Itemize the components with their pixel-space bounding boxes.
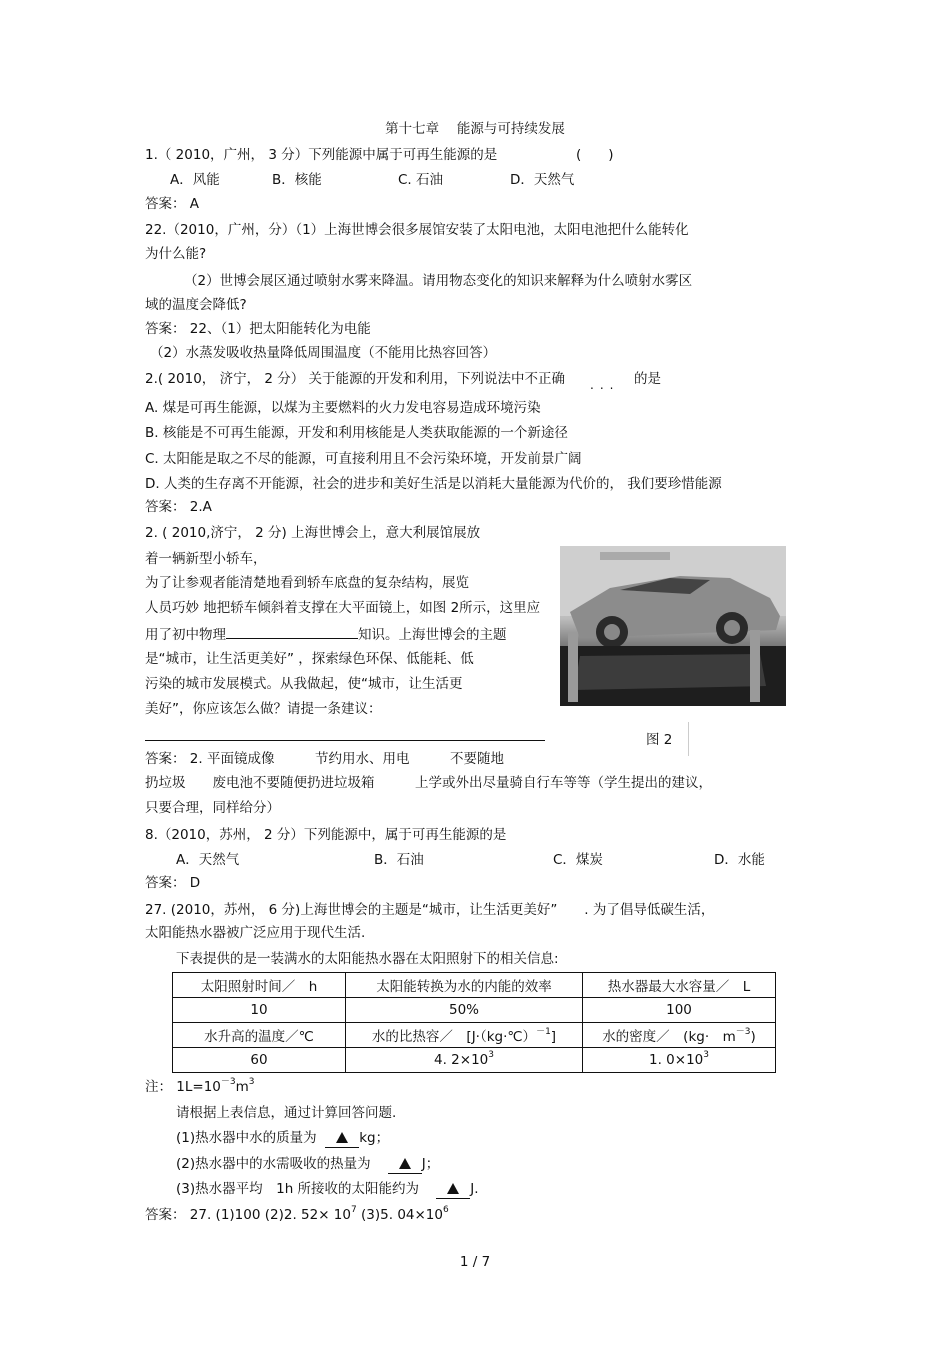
part-text: (1)热水器中水的质量为 bbox=[176, 1130, 317, 1146]
triangle-icon bbox=[399, 1158, 411, 1169]
table-row bbox=[173, 1048, 776, 1073]
q8-option-b: B．石油 bbox=[374, 852, 424, 868]
table-cell bbox=[346, 1048, 583, 1073]
answer-blank[interactable] bbox=[388, 1155, 422, 1174]
part-unit: kg； bbox=[359, 1130, 390, 1146]
q2b-line2: 着一辆新型小轿车， bbox=[145, 551, 267, 567]
part-text: (2)热水器中的水需吸收的热量为 bbox=[176, 1156, 371, 1172]
page-title: 第十七章 能源与可持续发展 bbox=[385, 121, 565, 137]
figure-caption: 图 2 bbox=[646, 732, 673, 748]
q2b-line5 bbox=[145, 624, 507, 644]
cell-exponent: －1 bbox=[536, 1027, 551, 1037]
q2b-line4: 人员巧妙 地把轿车倾斜着支撑在大平面镜上，如图 2所示，这里应 bbox=[145, 600, 541, 616]
q1-stem: 1.（ 2010，广州， 3 分）下列能源中属于可再生能源的是 bbox=[145, 147, 498, 163]
table-cell: 10 bbox=[173, 998, 346, 1023]
q1-option-b: B．核能 bbox=[272, 172, 322, 188]
triangle-icon bbox=[336, 1132, 348, 1143]
table-cell: 100 bbox=[583, 998, 776, 1023]
emphasis-dots: ... bbox=[590, 378, 620, 392]
q2b-answer1: 答案： 2. 平面镜成像 节约用水、用电 不要随地 bbox=[145, 751, 504, 767]
table-cell bbox=[346, 1023, 583, 1048]
q2a-option-b: B. 核能是不可再生能源，开发和利用核能是人类获取能源的一个新途径 bbox=[145, 425, 568, 441]
table-row bbox=[173, 1023, 776, 1048]
cell-text: 1. 0×10 bbox=[649, 1052, 704, 1068]
answer-blank[interactable] bbox=[436, 1180, 470, 1199]
q27-line4: 请根据上表信息，通过计算回答问题. bbox=[176, 1105, 397, 1121]
table-cell bbox=[583, 1023, 776, 1048]
triangle-icon bbox=[447, 1183, 459, 1194]
table-cell: 热水器最大水容量／ L bbox=[583, 973, 776, 998]
q22-answer1: 答案： 22、（1）把太阳能转化为电能 bbox=[145, 321, 371, 337]
answer-exponent: 7 bbox=[351, 1205, 357, 1215]
q1-option-c: C. 石油 bbox=[398, 172, 444, 188]
cell-text: 水的密度／ (kg· m bbox=[602, 1029, 736, 1045]
car-photo bbox=[560, 546, 786, 706]
q2a-option-a: A. 煤是可再生能源，以煤为主要燃料的火力发电容易造成环境污染 bbox=[145, 400, 541, 416]
q2a-stem-end: 的是 bbox=[634, 371, 661, 387]
q8-answer: 答案： D bbox=[145, 875, 201, 891]
q1-option-a: A．风能 bbox=[170, 172, 220, 188]
q2b-line7: 污染的城市发展模式。从我做起，使“城市，让生活更 bbox=[145, 676, 463, 692]
note-exponent: －3 bbox=[220, 1077, 236, 1087]
part-unit: J； bbox=[421, 1156, 440, 1172]
q22-line4: 域的温度会降低? bbox=[145, 297, 247, 313]
table-cell: 太阳照射时间／ h bbox=[173, 973, 346, 998]
cell-text: ) bbox=[750, 1029, 756, 1045]
answer-exponent: 6 bbox=[443, 1205, 449, 1215]
cell-text: ] bbox=[550, 1029, 557, 1045]
q27-line1: 27. (2010，苏州， 6 分)上海世博会的主题是“城市，让生活更美好” . 为了倡导低碳生活， bbox=[145, 902, 715, 918]
note-text: m bbox=[235, 1079, 249, 1095]
q8-option-a: A．天然气 bbox=[176, 852, 240, 868]
table-cell bbox=[583, 1048, 776, 1073]
q22-line2: 为什么能? bbox=[145, 246, 207, 262]
table-row bbox=[173, 998, 776, 1023]
divider bbox=[688, 722, 689, 756]
note-exponent: 3 bbox=[248, 1077, 255, 1087]
q1-paren: ( ) bbox=[576, 147, 614, 163]
q22-line1: 22.（2010，广州，分）（1）上海世博会很多展馆安装了太阳电池，太阳电池把什么能转化 bbox=[145, 222, 689, 238]
answer-blank[interactable] bbox=[226, 624, 358, 639]
table-row bbox=[173, 973, 776, 998]
q8-stem: 8.（2010，苏州， 2 分）下列能源中，属于可再生能源的是 bbox=[145, 827, 507, 843]
q1-answer: 答案： A bbox=[145, 196, 200, 212]
q2a-option-d: D. 人类的生存离不开能源，社会的进步和美好生活是以消耗大量能源为代价的， 我们要珍惜能源 bbox=[145, 476, 722, 492]
q2a-stem: 2.( 2010， 济宁， 2 分） 关于能源的开发和利用，下列说法中不正确 bbox=[145, 371, 566, 387]
table-cell: 60 bbox=[173, 1048, 346, 1073]
cell-text: 水的比热容／ [J·（kg·℃） bbox=[371, 1029, 537, 1045]
q8-option-c: C．煤炭 bbox=[553, 852, 603, 868]
table-cell: 50% bbox=[346, 998, 583, 1023]
table-cell: 水升高的温度／℃ bbox=[173, 1023, 346, 1048]
q2b-line5-b: 知识。上海世博会的主题 bbox=[358, 627, 507, 643]
q27-answer bbox=[145, 1206, 449, 1224]
page-number: 1 / 7 bbox=[459, 1254, 491, 1270]
car-illustration bbox=[560, 546, 786, 706]
q27-part3 bbox=[176, 1180, 479, 1199]
q1-option-d: D．天然气 bbox=[510, 172, 575, 188]
q2b-line8: 美好”，你应该怎么做？请提一条建议： bbox=[145, 701, 382, 717]
suggestion-blank[interactable] bbox=[145, 740, 545, 741]
q2b-line3: 为了让参观者能清楚地看到轿车底盘的复杂结构，展览 bbox=[145, 575, 469, 591]
q27-line3: 下表提供的是一装满水的太阳能热水器在太阳照射下的相关信息: bbox=[176, 951, 559, 967]
q27-part1 bbox=[176, 1129, 389, 1148]
q27-note bbox=[145, 1078, 255, 1096]
cell-text: 4. 2×10 bbox=[434, 1052, 489, 1068]
q22-answer2: （2）水蒸发吸收热量降低周围温度（不能用比热容回答） bbox=[150, 345, 497, 361]
q2a-answer: 答案： 2.A bbox=[145, 499, 212, 515]
q2b-line5-a: 用了初中物理 bbox=[145, 627, 226, 643]
cell-exponent: 3 bbox=[703, 1050, 709, 1060]
answer-text: (3)5. 04×10 bbox=[356, 1207, 443, 1223]
q2b-line6: 是“城市，让生活更美好” ，探索绿色环保、低能耗、低 bbox=[145, 651, 474, 667]
data-table bbox=[172, 972, 776, 1073]
q2b-answer2: 扔垃圾 废电池不要随便扔进垃圾箱 上学或外出尽量骑自行车等等（学生提出的建议， bbox=[145, 775, 712, 791]
cell-exponent: 3 bbox=[488, 1050, 494, 1060]
q22-line3: （2）世博会展区通过喷射水雾来降温。请用物态变化的知识来解释为什么喷射水雾区 bbox=[184, 273, 693, 289]
table-cell: 太阳能转换为水的内能的效率 bbox=[346, 973, 583, 998]
q27-line2: 太阳能热水器被广泛应用于现代生活. bbox=[145, 925, 366, 941]
cell-exponent: －3 bbox=[735, 1027, 751, 1037]
q2b-line1: 2. ( 2010,济宁， 2 分) 上海世博会上，意大利展馆展放 bbox=[145, 525, 481, 541]
note-text: 注： 1L=10 bbox=[145, 1079, 221, 1095]
answer-text: 答案： 27. (1)100 (2)2. 52× 10 bbox=[145, 1207, 351, 1223]
q2b-answer3: 只要合理，同样给分） bbox=[145, 800, 280, 816]
answer-blank[interactable] bbox=[325, 1129, 359, 1148]
q2a-option-c: C. 太阳能是取之不尽的能源，可直接利用且不会污染环境，开发前景广阔 bbox=[145, 451, 582, 467]
q8-option-d: D．水能 bbox=[714, 852, 765, 868]
part-unit: J. bbox=[470, 1181, 479, 1197]
part-text: (3)热水器平均 1h 所接收的太阳能约为 bbox=[176, 1181, 420, 1197]
q27-part2 bbox=[176, 1155, 439, 1174]
